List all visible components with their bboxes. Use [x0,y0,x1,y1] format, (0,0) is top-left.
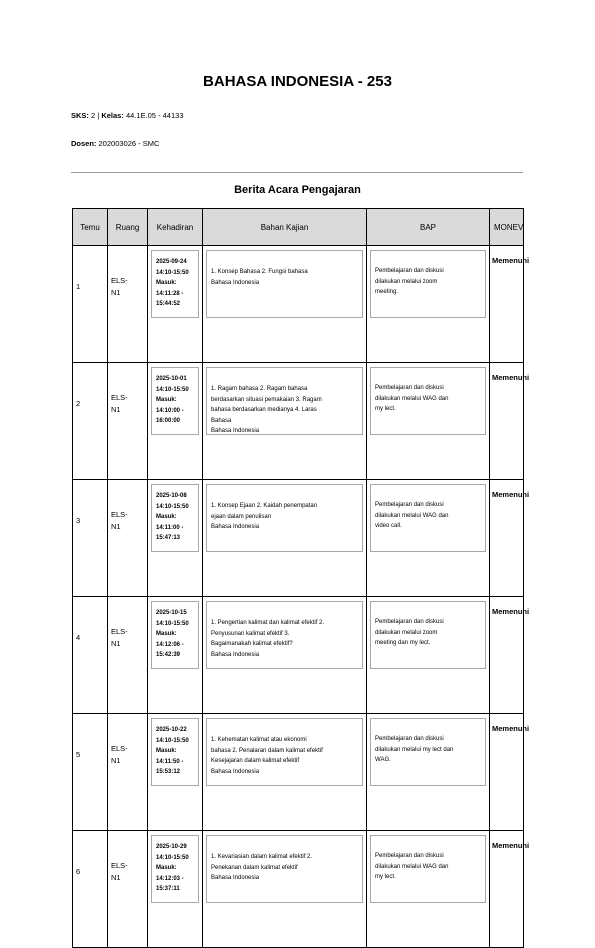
header-bahan-kajian: Bahan Kajian [203,209,367,246]
table-row [73,480,524,597]
cell-bahan-kajian [203,246,367,363]
cell-monev: Memenuhi [490,363,524,480]
text-line: dilakukan melalui WAG dan [375,863,449,870]
text-line: 1. Konsep Bahasa 2. Fungsi bahasa [211,269,308,275]
text-line: Bahasa Indonesia [211,875,260,882]
text-line: Bahasa Indonesia [211,279,260,286]
bap-box [370,484,486,552]
text-line: Masuk: [156,748,177,755]
bap-box [370,835,486,903]
cell-bahan-kajian [203,597,367,714]
text-line: Bagaimanakah kalimat efektif? [211,641,293,648]
cell-temu: 5 [73,714,108,831]
text-line: Pembelajaran dan diskusi [375,502,444,508]
cell-bap [367,831,490,948]
dosen-label: Dosen: [71,139,97,148]
cell-ruang [108,480,148,597]
cell-kehadiran [148,597,203,714]
text-line: Masuk: [156,280,177,287]
text-line: N1 [111,639,121,648]
header-monev: MONEV [490,209,524,246]
text-line: WAG. [375,757,391,764]
text-line: 1. Pengertian kalimat dan kalimat efektif 2. [211,620,325,626]
cell-bahan-kajian [203,480,367,597]
cell-bahan-kajian [203,363,367,480]
text-line: my lect. [375,874,396,881]
header-temu: Temu [73,209,108,246]
table-header-row [73,209,524,246]
text-line: my lect. [375,406,396,413]
text-line: 2025-10-08 [156,493,187,499]
bap-table [72,208,530,948]
cell-ruang [108,714,148,831]
material-box [206,250,363,318]
text-line: N1 [111,288,121,297]
cell-ruang [108,831,148,948]
text-line: 1. Kevariasian dalam kalimat efektif 2. [211,854,313,860]
material-box [206,601,363,669]
text-line: meeting dan my lect. [375,640,431,647]
bap-box [370,250,486,318]
text-line: Pembelajaran dan diskusi [375,385,444,391]
text-line: 1. Konsep Ejaan 2. Kaidah penempatan [211,503,318,509]
course-title: BAHASA INDONESIA - 253 [203,73,392,90]
cell-monev: Memenuhi [490,480,524,597]
cell-temu: 2 [73,363,108,480]
cell-bap [367,480,490,597]
course-meta-dosen [71,139,159,148]
cell-monev: Memenuhi [490,597,524,714]
meta-separator: | [97,111,100,120]
cell-monev: Memenuhi [490,714,524,831]
text-line: 15:53:12 [156,769,181,776]
sks-value: 2 [91,111,96,120]
attendance-box [151,718,199,786]
text-line: dilakukan melalui my lect dan [375,746,454,753]
text-line: 2025-10-22 [156,727,187,733]
bap-box [370,367,486,435]
text-line: ELS- [111,276,128,285]
material-box [206,718,363,786]
cell-bahan-kajian [203,831,367,948]
bap-box [370,601,486,669]
text-line: bahasa berdasarkan medianya 4. Laras [211,407,317,414]
text-line: Kesejajaran dalam kalimat efektif [211,758,300,765]
text-line: 15:42:39 [156,652,181,659]
text-line: dilakukan melalui zoom [375,278,438,285]
text-line: bahasa 2. Penalaran dalam kalimat efektif [211,747,323,754]
bap-box [370,718,486,786]
text-line: 14:10-15:50 [156,620,189,627]
header-kehadiran: Kehadiran [148,209,203,246]
text-line: 14:10-15:50 [156,854,189,861]
text-line: ELS- [111,861,128,870]
text-line: ELS- [111,510,128,519]
text-line: 14:10-15:50 [156,269,189,276]
text-line: 14:11:00 - [156,524,184,531]
text-line: 14:11:28 - [156,290,184,297]
text-line: 1. Ragam bahasa 2. Ragam bahasa [211,386,308,392]
text-line: Penyusunan kalimat efektif 3. [211,630,290,637]
kelas-label: Kelas: [101,111,124,120]
text-line: 16:00:00 [156,418,181,425]
text-line: ELS- [111,627,128,636]
text-line: 14:12:06 - [156,641,184,648]
text-line: dilakukan melalui WAG dan [375,512,449,519]
text-line: 2025-09-24 [156,259,187,265]
text-line: ELS- [111,744,128,753]
attendance-box [151,484,199,552]
cell-temu: 3 [73,480,108,597]
material-box [206,484,363,552]
cell-bap [367,597,490,714]
attendance-box [151,367,199,435]
kelas-value: 44.1E.05 - 44133 [125,111,184,120]
text-line: dilakukan melalui zoom [375,629,438,636]
text-line: Masuk: [156,397,177,404]
text-line: 2025-10-01 [156,376,187,382]
text-line: 14:10-15:50 [156,503,189,510]
attendance-box [151,835,199,903]
table-row [73,831,524,948]
header-ruang: Ruang [108,209,148,246]
text-line: 15:44:52 [156,301,181,308]
text-line: Bahasa [211,417,232,424]
text-line: Masuk: [156,631,177,638]
text-line: Bahasa Indonesia [211,428,260,435]
cell-kehadiran [148,831,203,948]
text-line: Pembelajaran dan diskusi [375,736,444,742]
text-line: 14:12:03 - [156,875,184,882]
table-row [73,363,524,480]
text-line: 14:10-15:50 [156,737,189,744]
text-line: ELS- [111,393,128,402]
cell-monev: Memenuhi [490,831,524,948]
attendance-box [151,250,199,318]
course-meta-sks-kelas [71,111,183,120]
section-title: Berita Acara Pengajaran [234,184,361,196]
cell-bap [367,246,490,363]
text-line: 14:10:00 - [156,407,184,414]
text-line: Penekanan dalam kalimat efektif [211,864,298,871]
table-row [73,597,524,714]
text-line: 1. Kehematan kalimat atau ekonomi [211,737,307,743]
text-line: Masuk: [156,865,177,872]
material-box [206,367,363,435]
material-box [206,835,363,903]
cell-kehadiran [148,480,203,597]
text-line: video call. [375,523,402,530]
cell-ruang [108,363,148,480]
text-line: N1 [111,873,121,882]
header-bap: BAP [367,209,490,246]
text-line: 2025-10-29 [156,844,187,850]
cell-monev: Memenuhi [490,246,524,363]
cell-ruang [108,597,148,714]
text-line: Bahasa Indonesia [211,524,260,531]
text-line: 15:47:13 [156,535,181,542]
text-line: Pembelajaran dan diskusi [375,853,444,859]
text-line: meeting. [375,289,399,296]
cell-temu: 1 [73,246,108,363]
text-line: dilakukan melalui WAG dan [375,395,449,402]
cell-kehadiran [148,714,203,831]
table-row [73,246,524,363]
text-line: Bahasa Indonesia [211,768,260,775]
text-line: 15:37:11 [156,886,180,893]
text-line: N1 [111,522,121,531]
text-line: berdasarkan situasi pemakaian 3. Ragam [211,396,322,403]
divider [71,172,523,173]
cell-kehadiran [148,363,203,480]
cell-ruang [108,246,148,363]
text-line: Masuk: [156,514,177,521]
text-line: ejaan dalam penulisan [211,513,272,520]
dosen-value: 202003026 - SMC [98,139,160,148]
cell-temu: 6 [73,831,108,948]
text-line: 14:10-15:50 [156,386,189,393]
attendance-box [151,601,199,669]
cell-kehadiran [148,246,203,363]
text-line: Bahasa Indonesia [211,651,260,658]
cell-bap [367,714,490,831]
text-line: Pembelajaran dan diskusi [375,619,444,625]
cell-temu: 4 [73,597,108,714]
text-line: 2025-10-15 [156,610,187,616]
text-line: Pembelajaran dan diskusi [375,268,444,274]
sks-label: SKS: [71,111,89,120]
text-line: 14:11:50 - [156,758,184,765]
table-row [73,714,524,831]
cell-bap [367,363,490,480]
text-line: N1 [111,405,121,414]
cell-bahan-kajian [203,714,367,831]
text-line: N1 [111,756,121,765]
